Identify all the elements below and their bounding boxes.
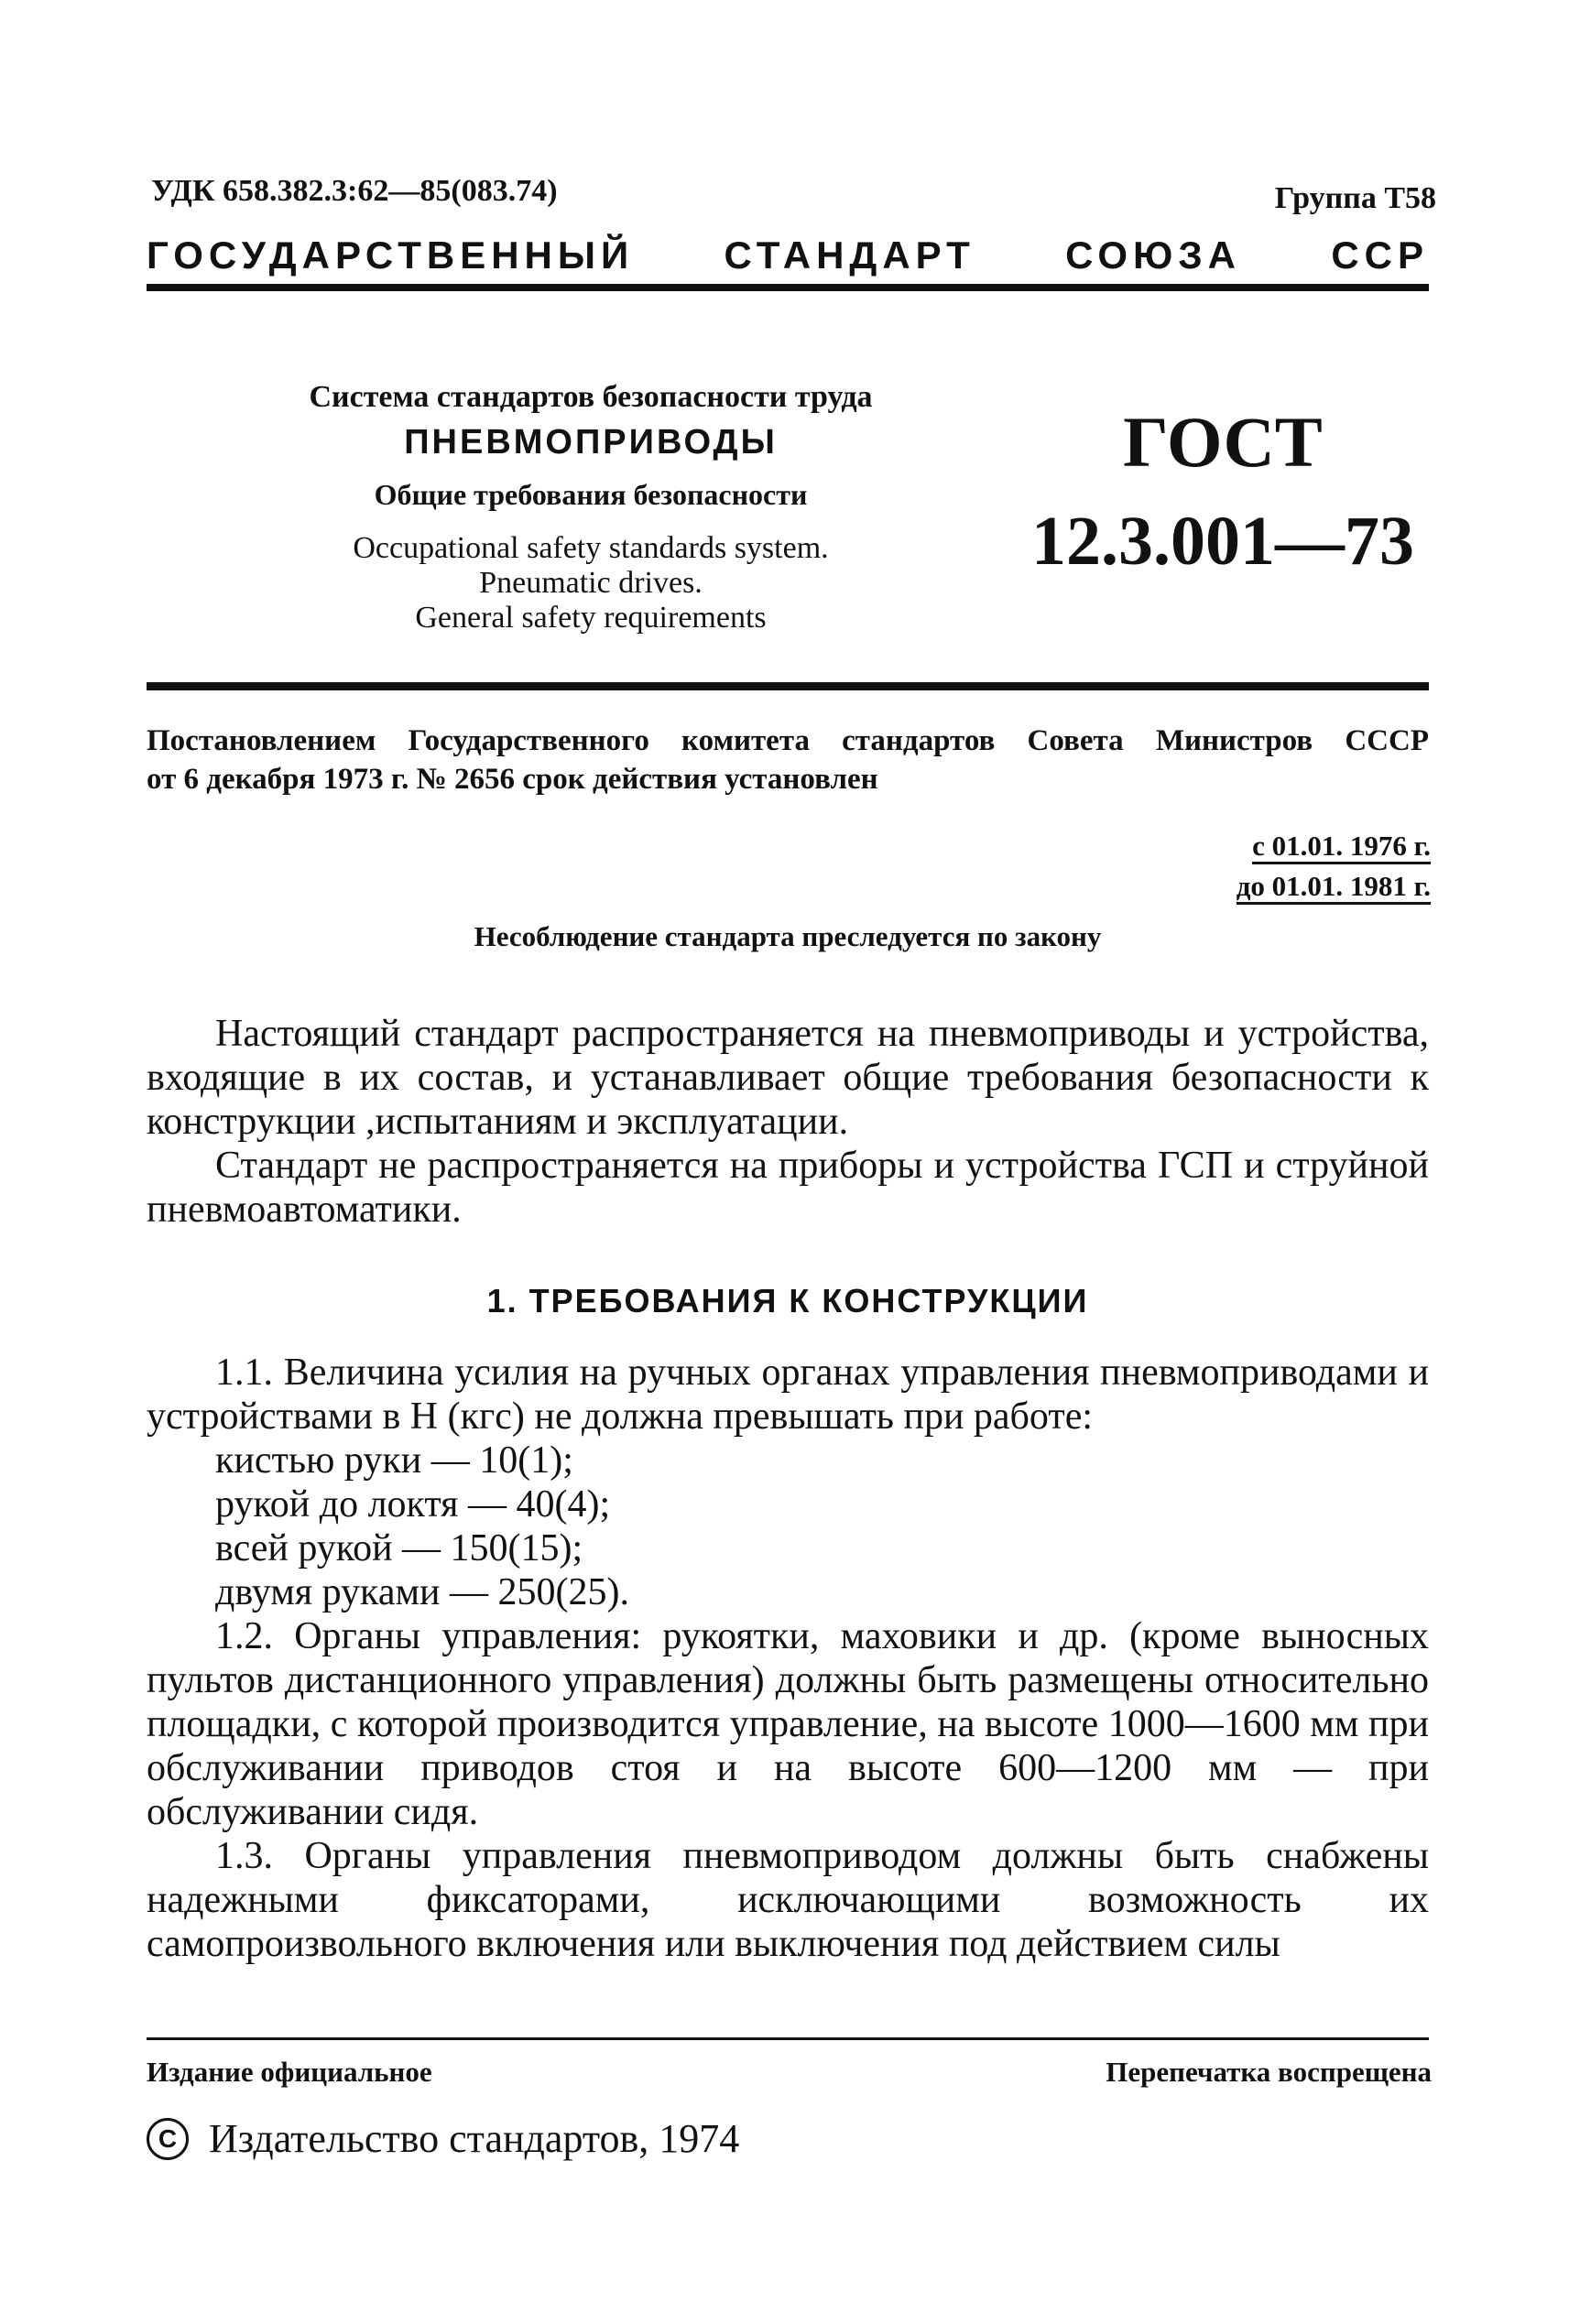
list-item: кистью руки — 10(1); bbox=[215, 1439, 573, 1482]
group-code: Группа Т58 bbox=[1274, 181, 1436, 215]
intro-text bbox=[147, 1012, 1429, 1232]
intro-paragraph: Стандарт не распространяется на приборы и устройства ГСП и струйной пневмоавтоматики. bbox=[147, 1145, 1429, 1231]
decree-line: Постановлением Государственного комитета стандартов Совета Министров СССР bbox=[147, 724, 1429, 757]
english-title-line: Occupational safety standards system. bbox=[353, 531, 829, 565]
clause-1-1: 1.1. Величина усилия на ручных органах управления пневмоприводами и устройствами в Н (кгс) не должна превышать при работе: bbox=[147, 1352, 1429, 1438]
standards-system-title: Система стандартов безопасности труда bbox=[309, 380, 873, 414]
reprint-prohibited: Перепечатка воспрещена bbox=[1106, 2056, 1432, 2088]
intro-paragraph: Настоящий стандарт распространяется на пневмоприводы и устройства, входящие в их состав, и устанавливает общие требования безопасности к конструкции ,испытаниям и эксплуатации. bbox=[147, 1013, 1429, 1143]
gost-number: 12.3.001—73 bbox=[1031, 503, 1414, 580]
footer-rule bbox=[147, 2037, 1429, 2040]
publisher: Издательство стандартов, 1974 bbox=[209, 2116, 740, 2161]
gost-label: ГОСТ bbox=[1123, 402, 1323, 482]
english-title-line: General safety requirements bbox=[415, 601, 767, 635]
law-notice: Несоблюдение стандарта преследуется по закону bbox=[474, 920, 1102, 952]
list-item: рукой до локтя — 40(4); bbox=[215, 1483, 611, 1526]
validity-dates bbox=[1172, 826, 1431, 907]
copyright-line bbox=[147, 2115, 739, 2162]
date-from: с 01.01. 1976 г. bbox=[1252, 830, 1431, 864]
middle-rule bbox=[147, 682, 1429, 690]
decree bbox=[147, 722, 1429, 798]
udk-code: УДК 658.382.3:62—85(083.74) bbox=[151, 174, 558, 208]
top-rule bbox=[147, 284, 1429, 291]
date-to: до 01.01. 1981 г. bbox=[1237, 870, 1431, 905]
section-body bbox=[147, 1351, 1429, 1966]
official-edition: Издание официальное bbox=[147, 2056, 432, 2088]
clause-1-3: 1.3. Органы управления пневмоприводом должны быть снабжены надежными фиксаторами, исключающими возможность их самопроизвольного включения или выключения под действием силы bbox=[147, 1835, 1429, 1965]
clause-1-2: 1.2. Органы управления: рукоятки, маховики и др. (кроме выносных пультов дистанционного управления) должны быть размещены относительно площадки, с которой производится управление, на высоте 1000—1600 мм при обслуживании приводов стоя и на высоте 600—1200 мм — при обслуживании сидя. bbox=[147, 1615, 1429, 1833]
gost-block bbox=[1012, 398, 1433, 587]
title-block bbox=[243, 375, 939, 635]
document-name: ПНЕВМОПРИВОДЫ bbox=[404, 423, 778, 462]
document-subtitle: Общие требования безопасности bbox=[374, 478, 808, 511]
list-item: всей рукой — 150(15); bbox=[215, 1527, 583, 1569]
copyright-icon: С bbox=[147, 2118, 189, 2160]
english-title-line: Pneumatic drives. bbox=[479, 566, 703, 600]
english-title bbox=[243, 531, 939, 635]
decree-line: от 6 декабря 1973 г. № 2656 срок действия установлен bbox=[147, 763, 878, 796]
section-title: 1. ТРЕБОВАНИЯ К КОНСТРУКЦИИ bbox=[486, 1282, 1089, 1319]
state-standard-heading: ГОСУДАРСТВЕННЫЙ СТАНДАРТ СОЮЗА ССР bbox=[147, 233, 1429, 277]
list-item: двумя руками — 250(25). bbox=[215, 1571, 629, 1613]
